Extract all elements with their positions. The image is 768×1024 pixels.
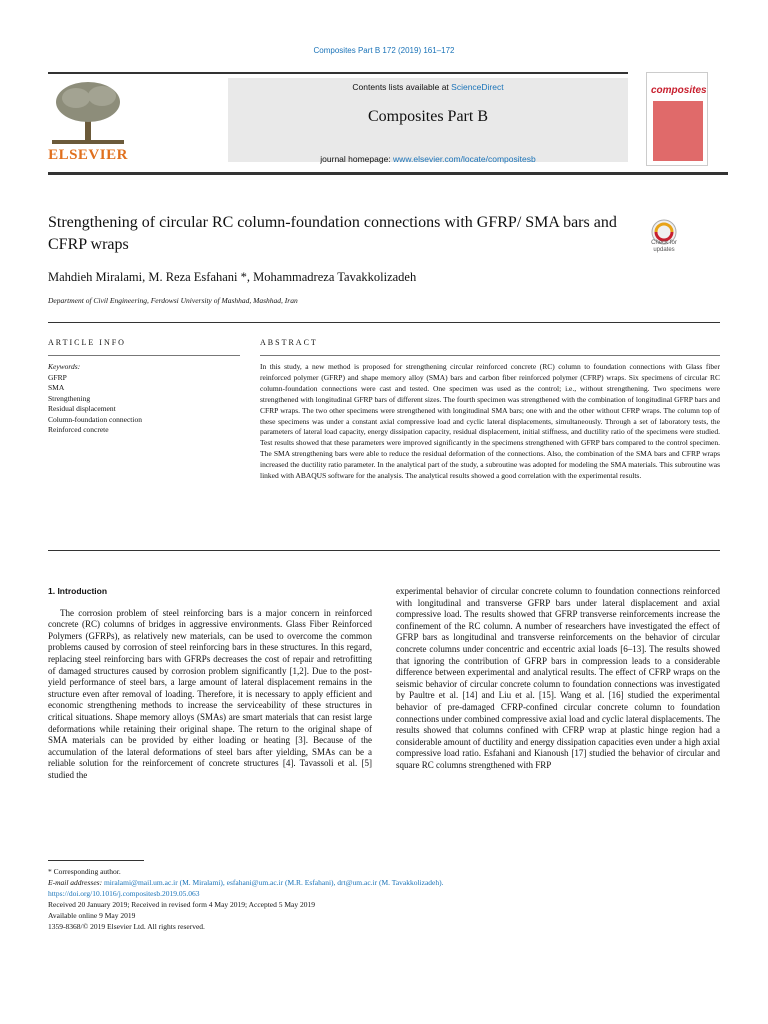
cover-title: composites: [651, 85, 707, 96]
keyword: Reinforced concrete: [48, 425, 109, 434]
introduction-heading: 1. Introduction: [48, 586, 108, 596]
body-column-left: [48, 586, 372, 782]
abstract-bottom-rule: [48, 550, 720, 551]
abstract-heading: ABSTRACT: [260, 338, 318, 347]
article-title: Strengthening of circular RC column-foundation connections with GFRP/ SMA bars and CFRP wraps: [48, 214, 617, 253]
header-rule: [48, 322, 720, 323]
homepage-prefix: journal homepage:: [320, 154, 394, 164]
journal-banner: [228, 78, 628, 162]
footnote-rule: [48, 860, 144, 861]
body-paragraph: The corrosion problem of steel reinforcing bars is a major concern in reinforced concrete (RC) columns of bridges in aggressive environments. Glass Fiber Reinforced Polymers (GFRPs), as relatively new materials, can be used to overcome the common problems caused by corrosion of steel reinforcing bars in these structures. In this regard, replacing steel reinforcing bars with GFRPs decreases the cost of repair and retrofitting of damaged structures caused by corrosion problem significantly [1,2]. Due to the post-yield performance of steel bars, a large amount of lateral displacement remains in the structure even after removal of loading. Therefore, it is necessary to apply efficient and economic strengthening methods to increase the serviceability of these structures in critical situations. Shape memory alloys (SMAs) are smart materials that can resist large deformations while retaining their original shape. The return to the original shape of SMA materials can be provided by either loading or heating [3]. Because of the accumulation of the lateral deformations of steel bars after yielding, SMAs can be a reliable solution for the reinforcement of concrete structures [4]. Tavassoli et al. [5] studied the: [48, 607, 372, 780]
elsevier-logo[interactable]: [48, 78, 128, 166]
keyword: Strengthening: [48, 393, 91, 403]
keyword: GFRP: [48, 372, 67, 382]
homepage-link[interactable]: www.elsevier.com/locate/compositesb: [393, 154, 536, 164]
journal-name: Composites Part B: [367, 108, 488, 125]
online-date: Available online 9 May 2019: [48, 911, 136, 920]
journal-reference[interactable]: Composites Part B 172 (2019) 161–172: [313, 46, 455, 55]
email-addresses[interactable]: miralami@mail.um.ac.ir (M. Miralami), esfahani@um.ac.ir (M.R. Esfahani), drt@um.ac.ir (M. Tavakkolizadeh).: [103, 878, 444, 887]
author-list: Mahdieh Miralami, M. Reza Esfahani *, Mohammadreza Tavakkolizadeh: [48, 270, 417, 284]
check-for-updates-label[interactable]: Check for updates: [651, 240, 677, 253]
masthead-bottom-rule: [48, 172, 728, 175]
received-dates: Received 20 January 2019; Received in revised form 4 May 2019; Accepted 5 May 2019: [48, 900, 316, 909]
keywords-list: [48, 362, 240, 436]
journal-cover[interactable]: [646, 72, 708, 166]
email-label: E-mail addresses:: [48, 878, 103, 887]
article-info-heading: ARTICLE INFO: [48, 338, 126, 347]
abstract-text: In this study, a new method is proposed for strengthening circular reinforced concrete (RC) column to foundation connections with Glass fiber reinforced polymer (GFRP) and shape memory alloy (SMA) bars and carbon fiber reinforced polymer (CFRP) wraps. Six specimens of circular RC column-foundation connections were cast and tested. One specimen was used as the control; i.e., without strengthening. Two specimens were strengthened with longitudinal GFRP bars of different sizes. The fourth specimen was strengthened with the combination of longitudinal GFRP bars and CFRP wraps. The two other specimens were strengthened with longitudinal SMA bars; one with and the other without CFRP wraps. The column top of these specimens was under a constant axial compressive load and cyclic lateral displacements, simultaneously. Through a set of laboratory tests, the parameters of lateral load capacity, energy dissipation capacity, residual displacement, initial stiffness, and ductility ratio of the specimens were studied. Test results showed that these parameters were improved significantly in the specimens strengthened with GFRP bars compared to the control specimen. The SMA strengthening bars were able to reduce the residual deformation of the connections. Also, the combination of the SMA bars and CFRP wraps increased the ductility ratio parameter. In the analytical part of the study, a subroutine was adopted for modeling the SMA materials. This subroutine was linked with ABAQUS software for the analysis. The analytical results showed a good correlation with the experimental results.: [260, 362, 720, 481]
body-column-right: [396, 586, 720, 772]
abstract-rule: [260, 355, 720, 356]
copyright: 1359-8368/© 2019 Elsevier Ltd. All rights reserved.: [48, 922, 205, 931]
doi-link[interactable]: https://doi.org/10.1016/j.compositesb.2019.05.063: [48, 889, 200, 898]
footnotes: [48, 866, 728, 932]
cover-image: [653, 101, 703, 161]
elsevier-tree-icon: [48, 78, 128, 148]
homepage-line: [228, 154, 628, 164]
publisher-wordmark: ELSEVIER: [48, 147, 128, 163]
keyword: Column-foundation connection: [48, 414, 142, 424]
masthead-top-rule: [48, 72, 628, 74]
keyword: Residual displacement: [48, 404, 116, 413]
masthead: [48, 72, 728, 168]
email-line: [48, 877, 728, 888]
contents-prefix: Contents lists available at: [352, 82, 452, 92]
corresponding-author-note: * Corresponding author.: [48, 867, 121, 876]
body-paragraph: experimental behavior of circular concrete column to foundation connections reinforced with longitudinal and transverse GFRP bars under lateral displacement and axial compressive load. The results showed that GFRP transverse reinforcements increase the confinement of the RC column. A number of researchers have investigated the effect of GFRP bars as longitudinal and transverse reinforcements on the behavior of circular concrete columns under concentric and eccentric axial loads [6–13]. The results showed that ignoring the contribution of GFRP bars in compression leads to a considerable difference between experimental and analytical results. The effect of CFRP wraps on the seismic behavior of circular concrete column to foundation connections was investigated by Paultre et al. [14] and Liu et al. [15]. Wang et al. [16] studied the experimental behavior of pre-damaged CFRP-confined circular concrete column to foundation connections under combined compressive axial load and cyclic lateral displacements. The results showed that columns confined with CFRP wrap at plastic hinge region had a considerable amount of ductility and energy dissipation capacities even under a high axial compressive load ratio. Esfahani and Kianoush [17] studied the behavior of circular and square RC columns strengthened with FRP: [396, 586, 720, 770]
contents-line: [228, 82, 628, 92]
article-info-rule: [48, 355, 240, 356]
keyword: SMA: [48, 383, 65, 392]
affiliation: Department of Civil Engineering, Ferdowsi University of Mashhad, Mashhad, Iran: [48, 296, 298, 305]
keywords-label: Keywords:: [48, 362, 81, 371]
sciencedirect-link[interactable]: ScienceDirect: [451, 82, 504, 92]
